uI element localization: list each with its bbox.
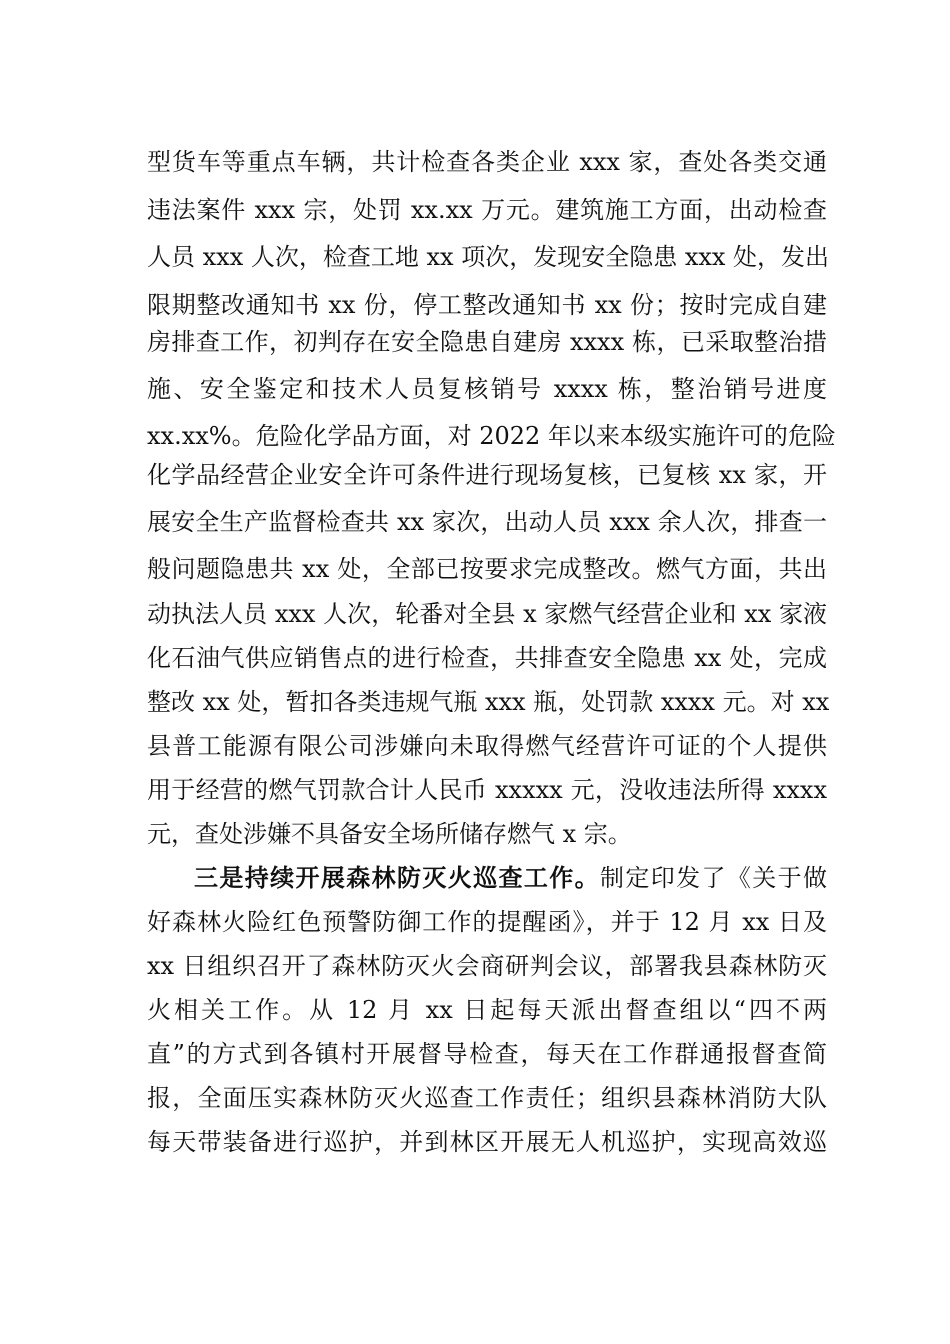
paragraph2-line-4: 火相关工作。从 12 月 xx 日起每天派出督查组以“四不两 — [147, 996, 827, 1024]
paragraph1-line-4: 限期整改通知书 xx 份，停工整改通知书 xx 份；按时完成自建 — [147, 291, 827, 319]
paragraph1-line-12: 化石油气供应销售点的进行检查，共排查安全隐患 xx 处，完成 — [147, 644, 827, 672]
paragraph2-line-5: 直”的方式到各镇村开展督导检查，每天在工作群通报督查简 — [147, 1040, 827, 1068]
paragraph1-line-14: 县普工能源有限公司涉嫌向未取得燃气经营许可证的个人提供 — [147, 732, 827, 760]
paragraph1-line-6: 施、安全鉴定和技术人员复核销号 xxxx 栋，整治销号进度 — [147, 375, 827, 403]
paragraph2-line-3: xx 日组织召开了森林防灭火会商研判会议，部署我县森林防灭 — [147, 952, 827, 980]
paragraph2-line-2: 好森林火险红色预警防御工作的提醒函》，并于 12 月 xx 日及 — [147, 908, 827, 936]
paragraph1-line-11: 动执法人员 xxx 人次，轮番对全县 x 家燃气经营企业和 xx 家液 — [147, 600, 827, 628]
paragraph1-line-1: 型货车等重点车辆，共计检查各类企业 xxx 家，查处各类交通 — [147, 148, 827, 176]
paragraph1-line-13: 整改 xx 处，暂扣各类违规气瓶 xxx 瓶，处罚款 xxxx 元。对 xx — [147, 688, 830, 716]
paragraph1-line-3: 人员 xxx 人次，检查工地 xx 项次，发现安全隐患 xxx 处，发出 — [147, 243, 830, 271]
paragraph2-first-rest: 制定印发了《关于做 — [600, 864, 827, 892]
paragraph1-line-8: 化学品经营企业安全许可条件进行现场复核，已复核 xx 家，开 — [147, 461, 827, 489]
paragraph1-line-5: 房排查工作，初判存在安全隐患自建房 xxxx 栋，已采取整治措 — [147, 328, 827, 356]
paragraph1-line-16: 元，查处涉嫌不具备安全场所储存燃气 x 宗。 — [147, 820, 632, 848]
paragraph1-line-15: 用于经营的燃气罚款合计人民币 xxxxx 元，没收违法所得 xxxx — [147, 776, 827, 804]
paragraph2-line-6: 报，全面压实森林防灭火巡查工作责任；组织县森林消防大队 — [147, 1084, 827, 1112]
paragraph1-line-7: xx.xx%。危险化学品方面，对 2022 年以来本级实施许可的危险 — [147, 422, 836, 450]
paragraph1-line-10: 般问题隐患共 xx 处，全部已按要求完成整改。燃气方面，共出 — [147, 555, 827, 583]
paragraph1-line-2: 违法案件 xxx 宗，处罚 xx.xx 万元。建筑施工方面，出动检查 — [147, 196, 827, 224]
paragraph2-line-1 — [194, 862, 827, 894]
paragraph2-line-7: 每天带装备进行巡护，并到林区开展无人机巡护，实现高效巡 — [147, 1128, 827, 1156]
paragraph1-line-9: 展安全生产监督检查共 xx 家次，出动人员 xxx 余人次，排查一 — [147, 508, 827, 536]
paragraph2-lead: 三是持续开展森林防灭火巡查工作。 — [194, 863, 600, 892]
